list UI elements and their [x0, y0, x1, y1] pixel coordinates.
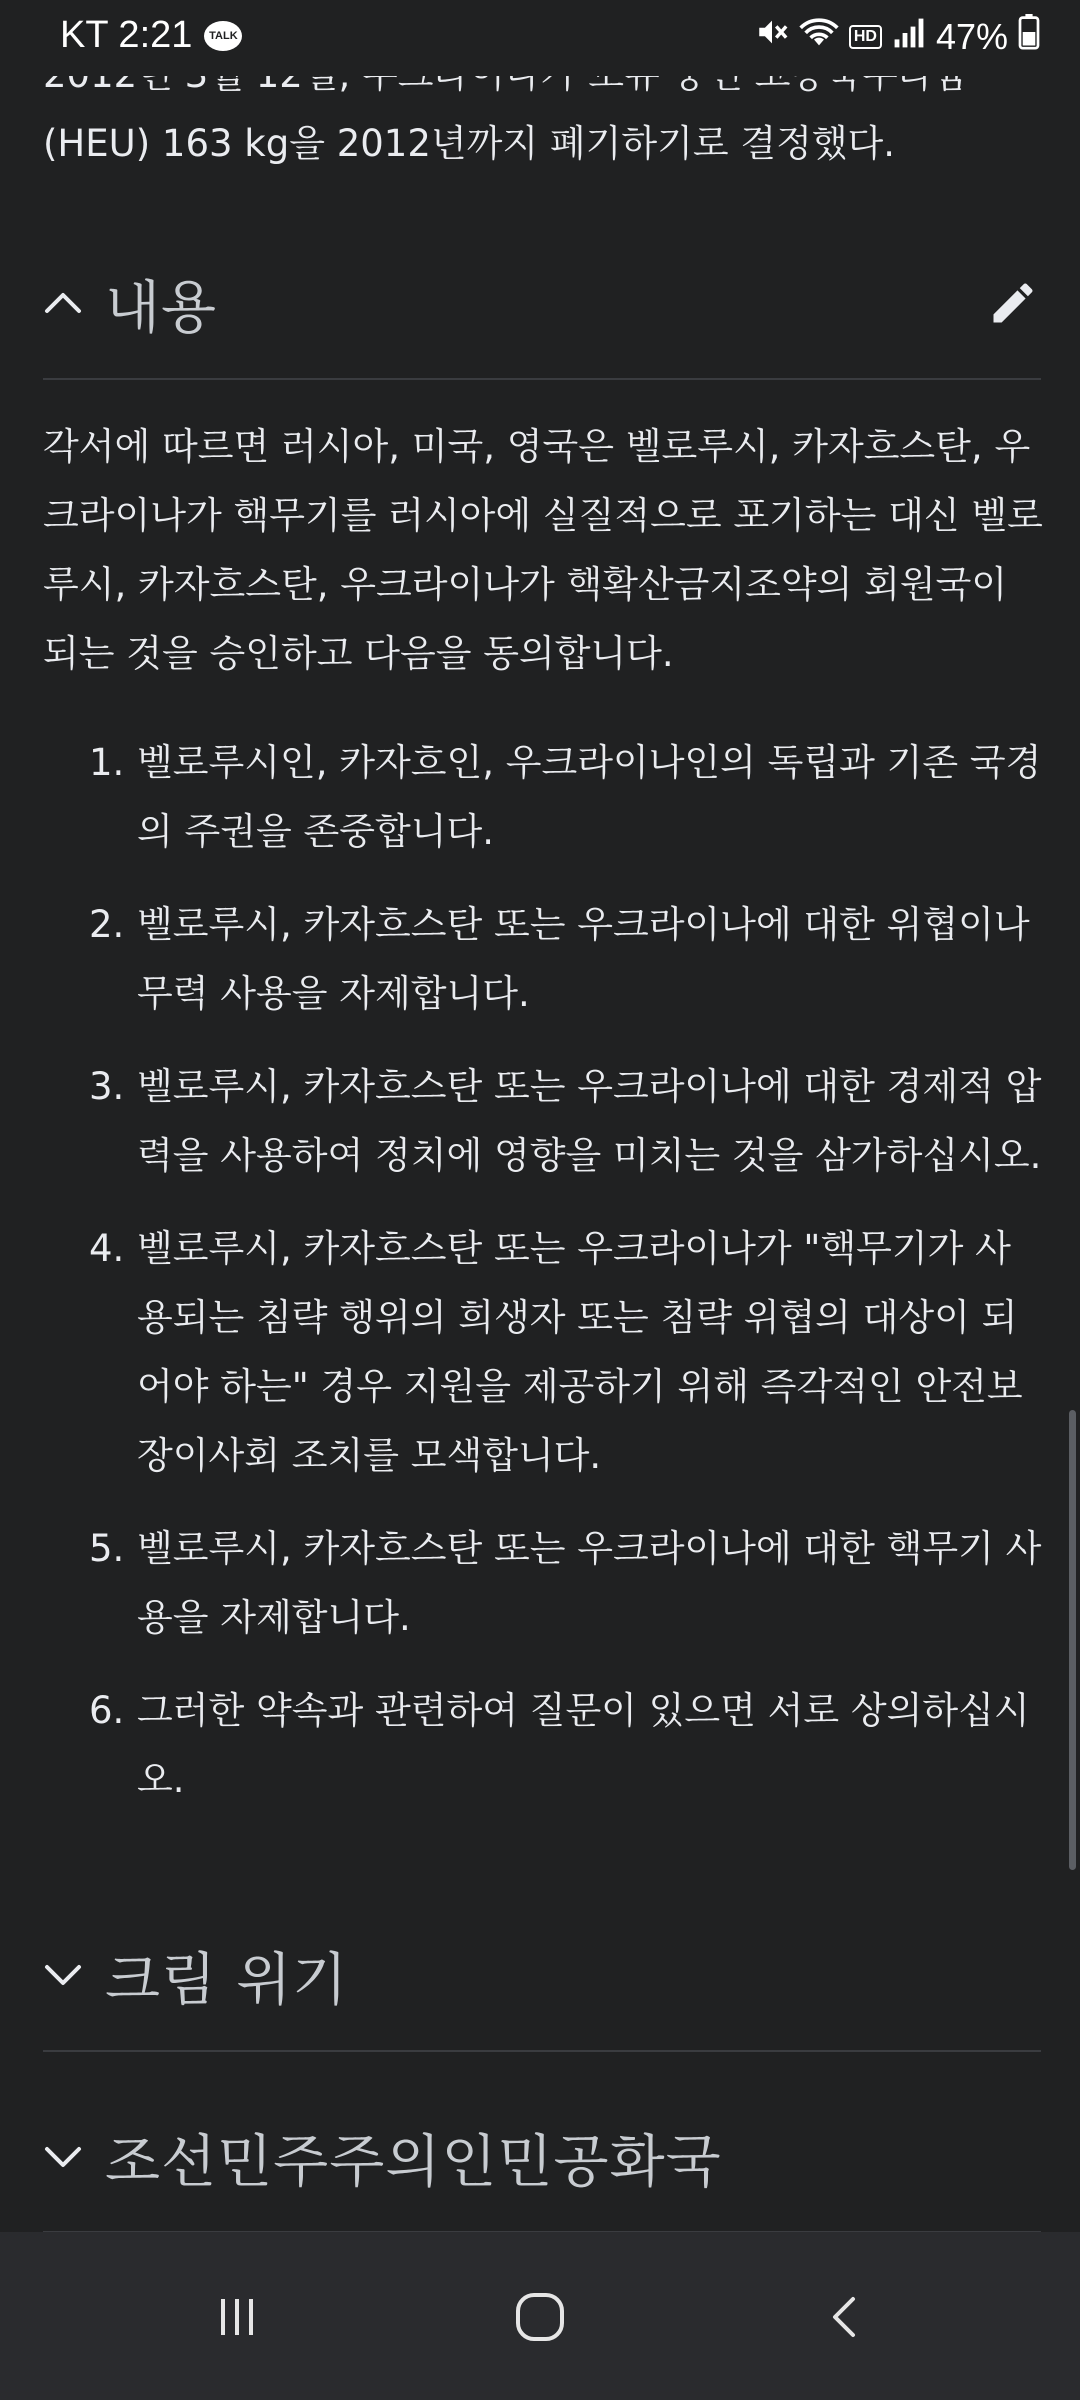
status-right — [755, 14, 1040, 59]
signal-icon — [892, 16, 926, 58]
recent-apps-button[interactable] — [192, 2272, 282, 2362]
list-number: 3. — [89, 1065, 125, 1108]
list-item — [43, 1514, 1043, 1652]
status-left — [60, 14, 242, 57]
list-number: 1. — [89, 741, 125, 784]
agreement-list — [43, 728, 1043, 1838]
list-number: 6. — [89, 1689, 125, 1732]
navigation-bar — [0, 2232, 1080, 2400]
hd-voice-icon: HD — [849, 25, 882, 49]
list-item-text: 벨로루시, 카자흐스탄 또는 우크라이나에 대한 위협이나 무력 사용을 자제합니다. — [137, 903, 1030, 1015]
carrier-time: KT 2:21 — [60, 14, 193, 56]
home-button[interactable] — [495, 2272, 585, 2362]
section-title: 내용 — [105, 275, 218, 341]
list-item-text: 그러한 약속과 관련하여 질문이 있으면 서로 상의하십시오. — [137, 1689, 1030, 1801]
section-header-content[interactable] — [43, 258, 1041, 348]
mute-icon — [755, 15, 789, 58]
list-item — [43, 728, 1043, 866]
section-divider — [43, 378, 1041, 380]
section-header-dprk[interactable] — [43, 2112, 1041, 2202]
section-title: 조선민주주의인민공화국 — [105, 2129, 722, 2195]
home-icon — [514, 2291, 566, 2343]
list-number: 4. — [89, 1227, 125, 1270]
chevron-down-icon — [43, 2137, 83, 2177]
scrollbar[interactable] — [1069, 1410, 1076, 1870]
section-header-crimea[interactable] — [43, 1930, 1041, 2020]
status-bar — [0, 0, 1080, 76]
list-item — [43, 1676, 1043, 1814]
list-item — [43, 1214, 1043, 1490]
list-item-text: 벨로루시, 카자흐스탄 또는 우크라이나에 대한 경제적 압력을 사용하여 정치에 영향을 미치는 것을 삼가하십시오. — [137, 1065, 1042, 1177]
list-number: 5. — [89, 1527, 125, 1570]
list-item-text: 벨로루시인, 카자흐인, 우크라이나인의 독립과 기존 국경의 주권을 존중합니다. — [137, 741, 1042, 853]
edit-pencil-icon[interactable] — [985, 275, 1041, 331]
battery-percent: 47% — [935, 15, 1008, 57]
chevron-up-icon — [43, 283, 83, 323]
list-item-text: 벨로루시, 카자흐스탄 또는 우크라이나가 "핵무기가 사용되는 침략 행위의 희생자 또는 침략 위협의 대상이 되어야 하는" 경우 지원을 제공하기 위해 즉각적인 안전보장이사회 조치를 모색합니다. — [137, 1227, 1023, 1477]
list-item-text: 벨로루시, 카자흐스탄 또는 우크라이나에 대한 핵무기 사용을 자제합니다. — [137, 1527, 1042, 1639]
battery-icon — [1018, 14, 1040, 59]
list-number: 2. — [89, 903, 125, 946]
list-item — [43, 890, 1043, 1028]
chevron-down-icon — [43, 1955, 83, 1995]
recent-apps-icon — [213, 2293, 261, 2341]
section-divider — [43, 2050, 1041, 2052]
intro-paragraph: (HEU) 163 kg을 2012년까지 폐기하기로 결정했다. — [43, 122, 896, 165]
wifi-icon — [799, 15, 839, 58]
talk-notification-icon: TALK — [204, 21, 242, 51]
back-button[interactable] — [800, 2272, 890, 2362]
back-icon — [821, 2293, 869, 2341]
list-item — [43, 1052, 1043, 1190]
content-paragraph: 각서에 따르면 러시아, 미국, 영국은 벨로루시, 카자흐스탄, 우크라이나가 핵무기를 러시아에 실질적으로 포기하는 대신 벨로루시, 카자흐스탄, 우크라이나가 핵확산금지조약의 회원국이 되는 것을 승인하고 다음을 동의합니다. — [43, 425, 1043, 675]
section-title: 크림 위기 — [105, 1947, 349, 2013]
